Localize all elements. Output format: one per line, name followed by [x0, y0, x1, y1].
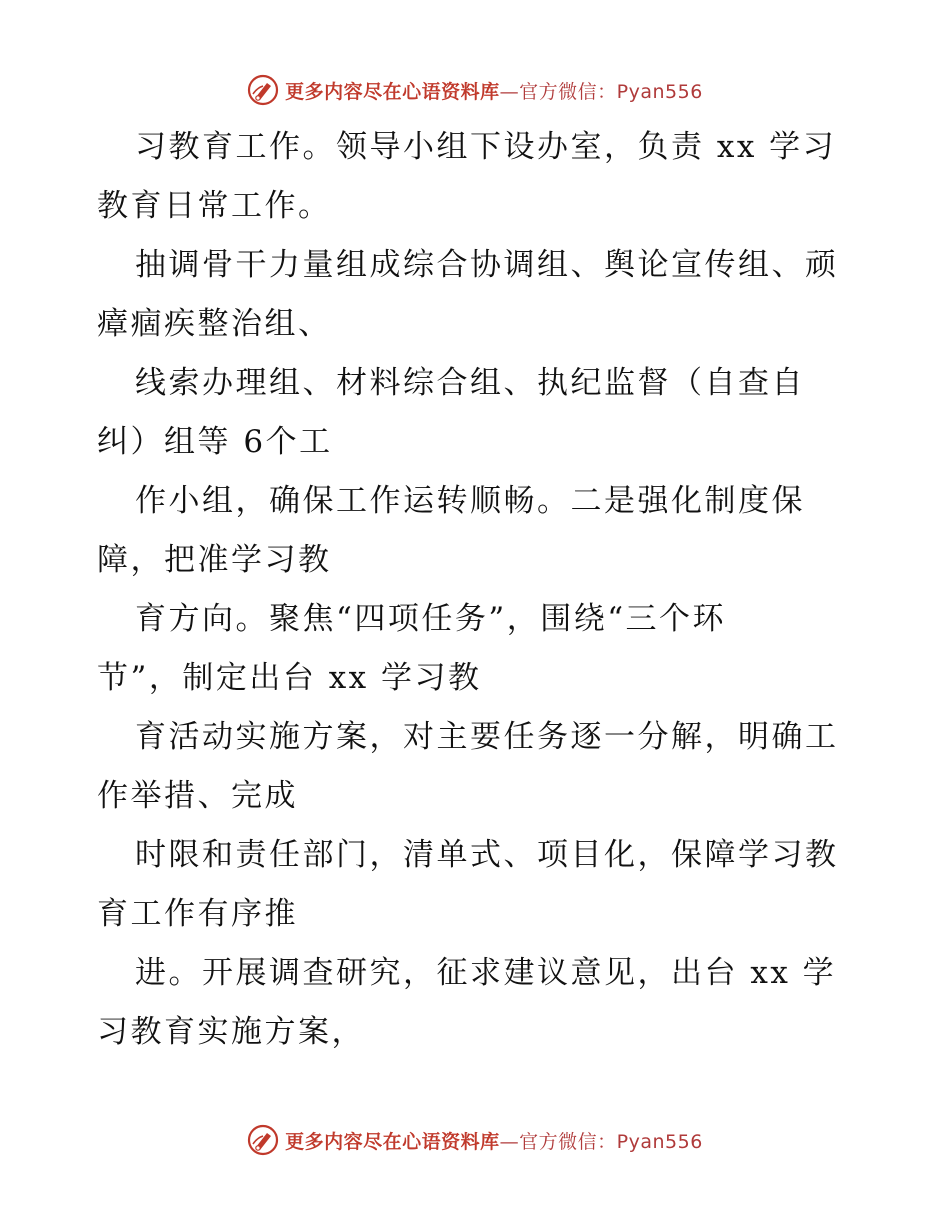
text-line: 育活动实施方案，对主要任务逐一分解，明确工	[135, 719, 839, 755]
banner-text	[285, 1127, 703, 1154]
banner-wechat: 官方微信：Pyan556	[519, 1130, 703, 1153]
pen-nib-logo-icon	[247, 1124, 279, 1156]
banner-separator: —	[499, 80, 520, 103]
text-line: 时限和责任部门，清单式、项目化，保障学习教	[135, 837, 839, 873]
banner-brand: 更多内容尽在心语资料库	[285, 80, 500, 103]
text-line: 作小组，确保工作运转顺畅。二是强化制度保	[135, 483, 805, 519]
footer-banner	[0, 1120, 950, 1160]
header-banner	[0, 70, 950, 110]
pen-nib-logo-icon	[247, 74, 279, 106]
text-line: 抽调骨干力量组成综合协调组、舆论宣传组、顽	[135, 247, 839, 283]
banner-separator: —	[499, 1130, 520, 1153]
text-line: 育工作有序推	[97, 896, 298, 932]
text-line: 线索办理组、材料综合组、执纪监督（自查自	[135, 365, 805, 401]
text-line: 瘴痼疾整治组、	[97, 306, 332, 342]
text-line: 育方向。聚焦“四项任务”，围绕“三个环	[135, 601, 727, 637]
text-line: 习教育工作。领导小组下设办室，负责 xx 学习	[135, 129, 837, 165]
text-line: 节”，制定出台 xx 学习教	[97, 660, 482, 696]
text-line: 教育日常工作。	[97, 188, 332, 224]
text-line: 进。开展调查研究，征求建议意见，出台 xx 学	[135, 955, 837, 991]
text-line: 作举措、完成	[97, 778, 298, 814]
text-line: 习教育实施方案，	[97, 1014, 365, 1050]
banner-text	[285, 77, 703, 104]
banner-brand: 更多内容尽在心语资料库	[285, 1130, 500, 1153]
text-line: 纠）组等 6个工	[97, 424, 333, 460]
banner-wechat: 官方微信：Pyan556	[519, 80, 703, 103]
text-line: 障，把准学习教	[97, 542, 332, 578]
document-body	[97, 118, 867, 1062]
